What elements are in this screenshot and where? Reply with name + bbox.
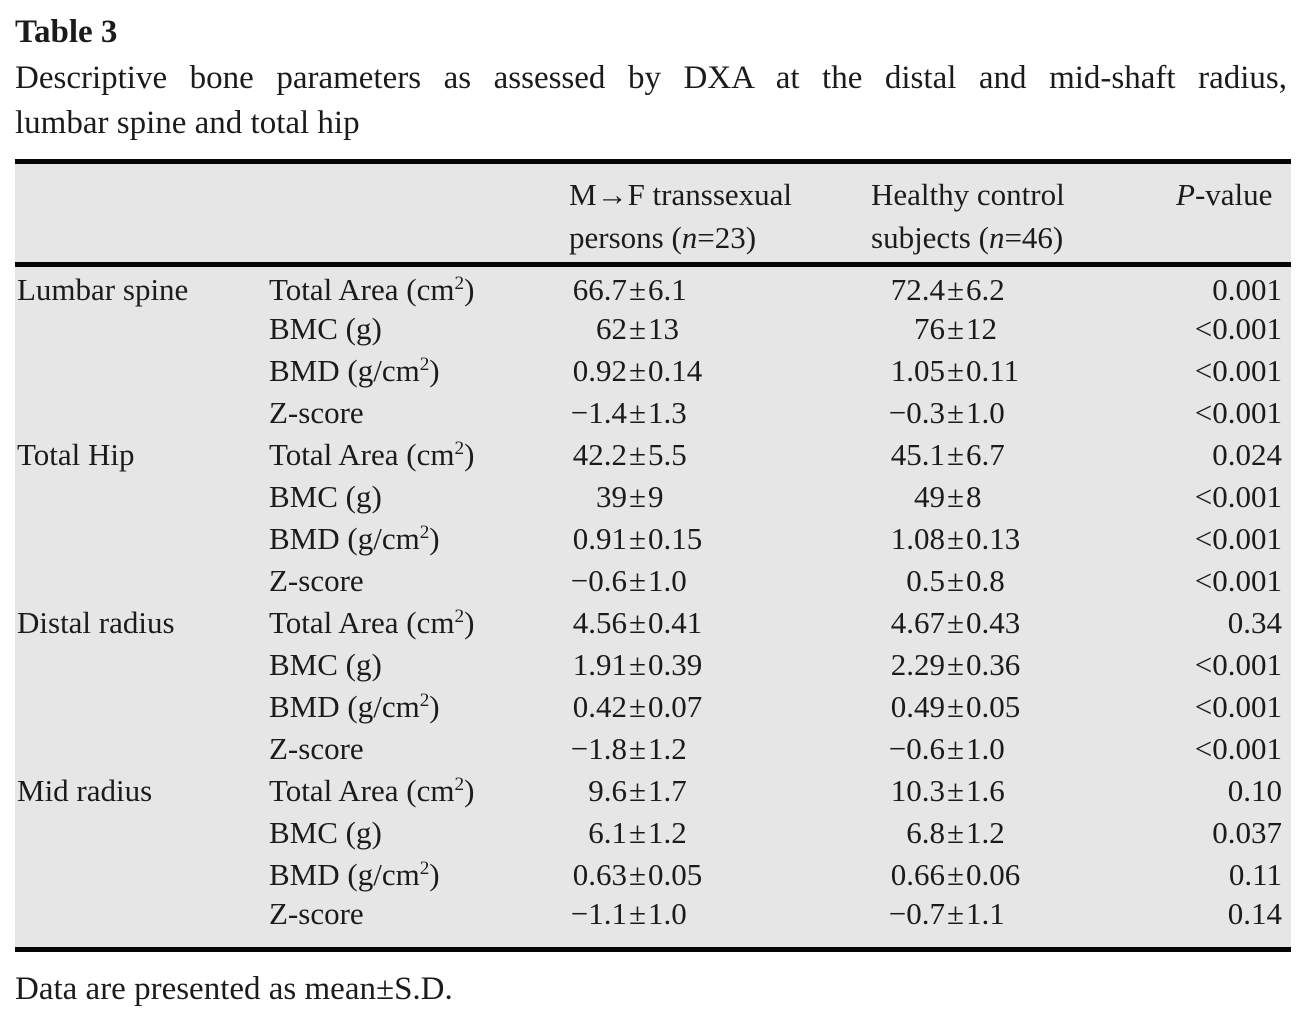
param-cell: BMD $(g/cm^2)$ [269,857,440,892]
mf-value-cell: 4.56±0.41 [572,605,703,640]
mf-value-cell: 0.92±0.14 [572,353,703,388]
table-row [15,434,1291,476]
param-cell: BMC (g) [269,311,382,346]
p-value-cell: 0.14 [1227,896,1282,931]
param-cell: Z-score [269,731,364,766]
param-cell: Total Area $(cm^2)$ [269,437,475,472]
control-value-cell: 45.1±6.7 [890,437,1005,472]
site-cell: Lumbar spine [17,272,189,307]
param-cell: Total Area $(cm^2)$ [269,272,475,307]
param-cell: BMD $(g/cm^2)$ [269,521,440,556]
control-value-cell: 72.4±6.2 [890,272,1005,307]
table-row [15,686,1291,728]
mf-value-cell: 0.91±0.15 [572,521,703,556]
site-cell [15,392,269,434]
control-value-cell: −0.6±1.0 [888,731,1005,766]
caption-line2: lumbar spine and total hip [15,105,360,141]
table-row [15,602,1291,644]
site-cell [15,644,269,686]
p-value-cell: <0.001 [1194,689,1282,724]
control-value-cell: 6.8±1.2 [906,815,1005,850]
param-cell: Z-score [269,563,364,598]
param-cell: BMC (g) [269,815,382,850]
site-cell: Distal radius [17,605,175,640]
control-value-cell: 76±12 [914,311,998,346]
p-value-cell: <0.001 [1194,479,1282,514]
site-cell [15,560,269,602]
control-value-cell: 0.66±0.06 [890,857,1021,892]
site-cell [15,812,269,854]
table-row [15,560,1291,602]
table-row [15,392,1291,434]
control-value-cell: 1.05±0.11 [890,353,1020,388]
p-value-cell: 0.34 [1227,605,1282,640]
table-footnote: Data are presented as mean±S.D. [15,971,453,1007]
p-value-cell: 0.001 [1212,272,1282,307]
mf-value-cell: 9.6±1.7 [588,773,687,808]
caption-line1: Descriptive bone parameters as assessed by DXA at the distal and mid-shaft radius, [15,60,1287,96]
table-row [15,350,1291,392]
header-control-line1: Healthy control [871,177,1065,212]
table-row [15,265,1291,309]
param-cell: Z-score [269,896,364,931]
table-row [15,812,1291,854]
mf-value-cell: −1.4±1.3 [570,395,687,430]
header-site [15,162,269,265]
p-value-cell: 0.024 [1212,437,1282,472]
mf-value-cell: 6.1±1.2 [588,815,687,850]
header-param [269,162,569,265]
param-cell: BMD $(g/cm^2)$ [269,353,440,388]
header-row [15,162,1291,265]
table-row [15,728,1291,770]
header-mf-line1: M→F transsexual [569,177,793,212]
site-cell: Total Hip [17,437,135,472]
control-value-cell: −0.7±1.1 [888,896,1005,931]
table-title: Table 3 [15,14,118,50]
table-header [15,162,1291,265]
site-cell [15,518,269,560]
table-row [15,308,1291,350]
p-value-cell: <0.001 [1194,647,1282,682]
mf-value-cell: 0.63±0.05 [572,857,703,892]
table-caption [15,56,1287,146]
site-cell [15,896,269,950]
param-cell: Total Area $(cm^2)$ [269,605,475,640]
p-value-cell: 0.037 [1212,815,1282,850]
site-cell [15,728,269,770]
header-control-group [871,162,1176,265]
p-value-cell: <0.001 [1194,731,1282,766]
mf-value-cell: 62±13 [596,311,680,346]
p-value-cell: <0.001 [1194,353,1282,388]
param-cell: BMC (g) [269,647,382,682]
site-cell [15,686,269,728]
table-row [15,518,1291,560]
control-value-cell: 4.67±0.43 [890,605,1021,640]
bone-parameters-table [15,159,1291,952]
control-value-cell: 10.3±1.6 [890,773,1005,808]
mf-value-cell: −1.8±1.2 [570,731,687,766]
site-cell [15,350,269,392]
header-mf-line2: persons (n=23) [569,220,757,255]
param-cell: BMC (g) [269,479,382,514]
table-row [15,476,1291,518]
table-body [15,265,1291,950]
p-value-cell: <0.001 [1194,311,1282,346]
header-control-line2: subjects (n=46) [871,220,1064,255]
p-value-cell: <0.001 [1194,563,1282,598]
p-value-cell: 0.10 [1227,773,1282,808]
control-value-cell: 0.5±0.8 [906,563,1005,598]
mf-value-cell: 0.42±0.07 [572,689,703,724]
site-cell [15,854,269,896]
header-mf-group [569,162,871,265]
control-value-cell: 49±8 [914,479,982,514]
control-value-cell: 2.29±0.36 [890,647,1021,682]
site-cell [15,476,269,518]
table-row [15,644,1291,686]
header-p-value: P-value [1176,162,1291,265]
param-cell: Z-score [269,395,364,430]
site-cell [15,308,269,350]
mf-value-cell: −1.1±1.0 [570,896,687,931]
mf-value-cell: 42.2±5.5 [572,437,687,472]
table-row [15,854,1291,896]
p-value-cell: 0.11 [1228,857,1282,892]
mf-value-cell: 39±9 [596,479,664,514]
mf-value-cell: −0.6±1.0 [570,563,687,598]
param-cell: Total Area $(cm^2)$ [269,773,475,808]
p-value-cell: <0.001 [1194,395,1282,430]
control-value-cell: 0.49±0.05 [890,689,1021,724]
mf-value-cell: 66.7±6.1 [572,272,687,307]
site-cell: Mid radius [17,773,153,808]
control-value-cell: 1.08±0.13 [890,521,1021,556]
mf-value-cell: 1.91±0.39 [572,647,703,682]
control-value-cell: −0.3±1.0 [888,395,1005,430]
param-cell: BMD $(g/cm^2)$ [269,689,440,724]
table-row [15,770,1291,812]
p-value-cell: <0.001 [1194,521,1282,556]
table-row [15,896,1291,950]
